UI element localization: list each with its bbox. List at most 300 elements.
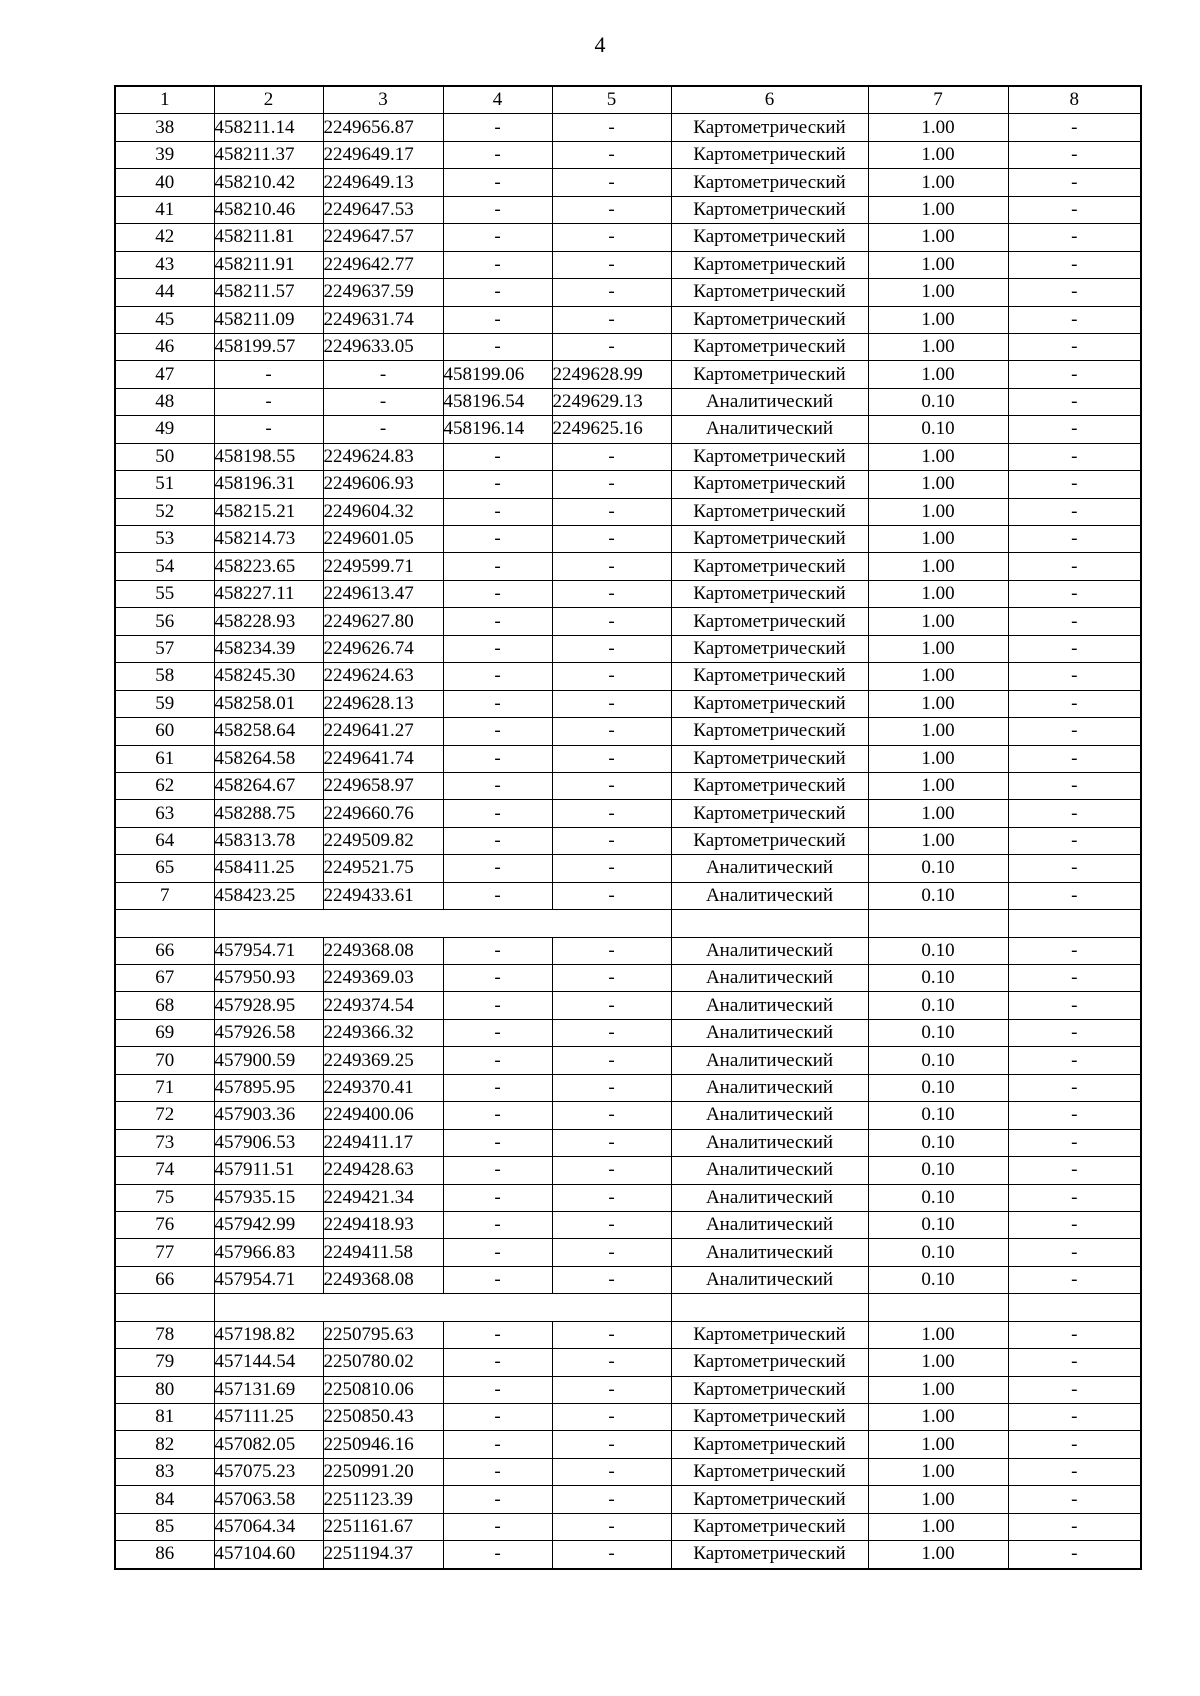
- cell-col-4: -: [443, 1102, 552, 1129]
- cell-col-4: -: [443, 1074, 552, 1101]
- cell-col-1: 47: [115, 361, 214, 388]
- cell-col-6: Картометрический: [671, 169, 868, 196]
- cell-col-6: Картометрический: [671, 1458, 868, 1485]
- cell-col-6: Аналитический: [671, 1184, 868, 1211]
- cell-col-1: 78: [115, 1321, 214, 1348]
- table-row: [115, 1129, 1141, 1156]
- cell-col-2: 458411.25: [214, 855, 323, 882]
- cell-col-2: 458199.57: [214, 333, 323, 360]
- cell-col-3: 2249411.17: [323, 1129, 443, 1156]
- cell-col-4: -: [443, 635, 552, 662]
- cell-col-7: 1.00: [868, 114, 1008, 141]
- table-row: [115, 1321, 1141, 1348]
- table-row: [115, 745, 1141, 772]
- cell-col-6: Картометрический: [671, 1486, 868, 1513]
- cell-col-1: 66: [115, 937, 214, 964]
- cell-col-3: 2250850.43: [323, 1404, 443, 1431]
- table-row: [115, 333, 1141, 360]
- separator-cell: [671, 1294, 868, 1321]
- cell-col-3: 2249647.57: [323, 224, 443, 251]
- cell-col-5: -: [552, 224, 671, 251]
- cell-col-3: 2249641.74: [323, 745, 443, 772]
- cell-col-6: Аналитический: [671, 416, 868, 443]
- cell-col-1: 75: [115, 1184, 214, 1211]
- cell-col-7: 0.10: [868, 1019, 1008, 1046]
- cell-col-7: 1.00: [868, 141, 1008, 168]
- table-row: [115, 416, 1141, 443]
- cell-col-2: 457144.54: [214, 1349, 323, 1376]
- cell-col-2: 457942.99: [214, 1211, 323, 1238]
- cell-col-4: -: [443, 580, 552, 607]
- cell-col-1: 59: [115, 690, 214, 717]
- cell-col-8: -: [1008, 1486, 1141, 1513]
- block-separator-row: [115, 1294, 1141, 1321]
- cell-col-4: -: [443, 333, 552, 360]
- cell-col-4: -: [443, 1486, 552, 1513]
- table-row: [115, 388, 1141, 415]
- cell-col-1: 80: [115, 1376, 214, 1403]
- separator-cell: [868, 1294, 1008, 1321]
- table-row: [115, 1047, 1141, 1074]
- cell-col-7: 0.10: [868, 1239, 1008, 1266]
- cell-col-6: Аналитический: [671, 1019, 868, 1046]
- cell-col-7: 1.00: [868, 772, 1008, 799]
- cell-col-8: -: [1008, 306, 1141, 333]
- cell-col-2: 457950.93: [214, 965, 323, 992]
- cell-col-2: 458228.93: [214, 608, 323, 635]
- cell-col-4: -: [443, 306, 552, 333]
- cell-col-1: 72: [115, 1102, 214, 1129]
- cell-col-8: -: [1008, 388, 1141, 415]
- cell-col-6: Картометрический: [671, 580, 868, 607]
- cell-col-4: -: [443, 1349, 552, 1376]
- cell-col-3: 2249411.58: [323, 1239, 443, 1266]
- cell-col-8: -: [1008, 937, 1141, 964]
- cell-col-4: -: [443, 553, 552, 580]
- cell-col-6: Аналитический: [671, 1239, 868, 1266]
- cell-col-4: 458196.54: [443, 388, 552, 415]
- cell-col-2: 458210.42: [214, 169, 323, 196]
- cell-col-8: -: [1008, 1458, 1141, 1485]
- cell-col-8: -: [1008, 1211, 1141, 1238]
- cell-col-7: 1.00: [868, 663, 1008, 690]
- cell-col-7: 0.10: [868, 1102, 1008, 1129]
- cell-col-3: 2251123.39: [323, 1486, 443, 1513]
- cell-col-3: 2251161.67: [323, 1513, 443, 1540]
- cell-col-2: 457198.82: [214, 1321, 323, 1348]
- cell-col-6: Аналитический: [671, 1157, 868, 1184]
- cell-col-8: -: [1008, 608, 1141, 635]
- cell-col-6: Картометрический: [671, 196, 868, 223]
- cell-col-8: -: [1008, 498, 1141, 525]
- cell-col-6: Картометрический: [671, 608, 868, 635]
- cell-col-7: 1.00: [868, 224, 1008, 251]
- cell-col-1: 73: [115, 1129, 214, 1156]
- cell-col-1: 39: [115, 141, 214, 168]
- cell-col-7: 0.10: [868, 1157, 1008, 1184]
- separator-cell: [214, 1294, 671, 1321]
- cell-col-1: 41: [115, 196, 214, 223]
- cell-col-5: -: [552, 1239, 671, 1266]
- cell-col-1: 83: [115, 1458, 214, 1485]
- cell-col-1: 43: [115, 251, 214, 278]
- cell-col-6: Картометрический: [671, 333, 868, 360]
- cell-col-8: -: [1008, 1431, 1141, 1458]
- cell-col-5: -: [552, 745, 671, 772]
- cell-col-3: 2249627.80: [323, 608, 443, 635]
- cell-col-6: Аналитический: [671, 965, 868, 992]
- cell-col-2: 457926.58: [214, 1019, 323, 1046]
- cell-col-5: -: [552, 800, 671, 827]
- cell-col-2: 458210.46: [214, 196, 323, 223]
- cell-col-2: 457131.69: [214, 1376, 323, 1403]
- cell-col-1: 58: [115, 663, 214, 690]
- cell-col-6: Картометрический: [671, 361, 868, 388]
- table-row: [115, 882, 1141, 909]
- cell-col-7: 1.00: [868, 827, 1008, 854]
- cell-col-7: 1.00: [868, 800, 1008, 827]
- cell-col-2: -: [214, 361, 323, 388]
- cell-col-5: -: [552, 1541, 671, 1569]
- cell-col-5: -: [552, 196, 671, 223]
- cell-col-6: Картометрический: [671, 1321, 868, 1348]
- cell-col-1: 64: [115, 827, 214, 854]
- cell-col-5: -: [552, 1019, 671, 1046]
- cell-col-1: 50: [115, 443, 214, 470]
- cell-col-6: Картометрический: [671, 224, 868, 251]
- cell-col-1: 82: [115, 1431, 214, 1458]
- cell-col-8: -: [1008, 1376, 1141, 1403]
- table-row: [115, 1266, 1141, 1293]
- cell-col-5: 2249625.16: [552, 416, 671, 443]
- separator-cell: [115, 910, 214, 937]
- cell-col-3: -: [323, 416, 443, 443]
- cell-col-1: 46: [115, 333, 214, 360]
- cell-col-4: -: [443, 690, 552, 717]
- cell-col-6: Картометрический: [671, 553, 868, 580]
- cell-col-3: 2249601.05: [323, 526, 443, 553]
- cell-col-4: -: [443, 745, 552, 772]
- cell-col-5: -: [552, 663, 671, 690]
- cell-col-1: 53: [115, 526, 214, 553]
- cell-col-2: 458211.14: [214, 114, 323, 141]
- separator-cell: [214, 910, 671, 937]
- cell-col-5: -: [552, 498, 671, 525]
- cell-col-6: Картометрический: [671, 718, 868, 745]
- table-row: [115, 1404, 1141, 1431]
- cell-col-8: -: [1008, 251, 1141, 278]
- column-header-5: 5: [552, 86, 671, 114]
- cell-col-3: 2249649.13: [323, 169, 443, 196]
- cell-col-2: 458264.58: [214, 745, 323, 772]
- table-row: [115, 827, 1141, 854]
- cell-col-7: 1.00: [868, 361, 1008, 388]
- cell-col-6: Картометрический: [671, 526, 868, 553]
- cell-col-8: -: [1008, 965, 1141, 992]
- cell-col-5: -: [552, 937, 671, 964]
- cell-col-7: 1.00: [868, 718, 1008, 745]
- cell-col-8: -: [1008, 1047, 1141, 1074]
- cell-col-7: 1.00: [868, 526, 1008, 553]
- table-row: [115, 1458, 1141, 1485]
- cell-col-2: 457906.53: [214, 1129, 323, 1156]
- cell-col-4: -: [443, 1019, 552, 1046]
- cell-col-3: 2249624.83: [323, 443, 443, 470]
- cell-col-1: 65: [115, 855, 214, 882]
- table-row: [115, 965, 1141, 992]
- cell-col-4: -: [443, 992, 552, 1019]
- cell-col-3: 2249599.71: [323, 553, 443, 580]
- cell-col-2: 457911.51: [214, 1157, 323, 1184]
- cell-col-6: Аналитический: [671, 937, 868, 964]
- cell-col-6: Аналитический: [671, 992, 868, 1019]
- cell-col-2: 458234.39: [214, 635, 323, 662]
- cell-col-2: 458227.11: [214, 580, 323, 607]
- cell-col-8: -: [1008, 279, 1141, 306]
- cell-col-4: -: [443, 1211, 552, 1238]
- column-header-7: 7: [868, 86, 1008, 114]
- cell-col-8: -: [1008, 333, 1141, 360]
- cell-col-5: -: [552, 1513, 671, 1540]
- cell-col-7: 1.00: [868, 251, 1008, 278]
- cell-col-8: -: [1008, 224, 1141, 251]
- cell-col-2: 458215.21: [214, 498, 323, 525]
- cell-col-7: 1.00: [868, 553, 1008, 580]
- cell-col-2: 457954.71: [214, 937, 323, 964]
- cell-col-5: -: [552, 882, 671, 909]
- cell-col-4: -: [443, 718, 552, 745]
- cell-col-7: 1.00: [868, 471, 1008, 498]
- cell-col-1: 70: [115, 1047, 214, 1074]
- table-row: [115, 196, 1141, 223]
- cell-col-3: 2249660.76: [323, 800, 443, 827]
- cell-col-5: -: [552, 992, 671, 1019]
- separator-cell: [868, 910, 1008, 937]
- cell-col-2: 457928.95: [214, 992, 323, 1019]
- cell-col-4: -: [443, 443, 552, 470]
- cell-col-2: -: [214, 388, 323, 415]
- cell-col-8: -: [1008, 471, 1141, 498]
- cell-col-4: -: [443, 663, 552, 690]
- cell-col-4: -: [443, 279, 552, 306]
- cell-col-6: Аналитический: [671, 855, 868, 882]
- cell-col-8: -: [1008, 690, 1141, 717]
- block-separator-row: [115, 910, 1141, 937]
- cell-col-6: Картометрический: [671, 471, 868, 498]
- cell-col-4: -: [443, 1184, 552, 1211]
- cell-col-3: 2249633.05: [323, 333, 443, 360]
- cell-col-1: 81: [115, 1404, 214, 1431]
- cell-col-7: 1.00: [868, 1486, 1008, 1513]
- column-header-1: 1: [115, 86, 214, 114]
- cell-col-3: 2249418.93: [323, 1211, 443, 1238]
- cell-col-3: 2249637.59: [323, 279, 443, 306]
- cell-col-7: 1.00: [868, 333, 1008, 360]
- cell-col-8: -: [1008, 580, 1141, 607]
- cell-col-6: Аналитический: [671, 1074, 868, 1101]
- cell-col-1: 38: [115, 114, 214, 141]
- cell-col-6: Картометрический: [671, 251, 868, 278]
- cell-col-6: Картометрический: [671, 1349, 868, 1376]
- cell-col-6: Картометрический: [671, 827, 868, 854]
- cell-col-1: 52: [115, 498, 214, 525]
- cell-col-6: Картометрический: [671, 635, 868, 662]
- cell-col-2: 457900.59: [214, 1047, 323, 1074]
- cell-col-2: 457064.34: [214, 1513, 323, 1540]
- cell-col-7: 1.00: [868, 580, 1008, 607]
- cell-col-2: 457082.05: [214, 1431, 323, 1458]
- column-header-6: 6: [671, 86, 868, 114]
- cell-col-6: Картометрический: [671, 443, 868, 470]
- cell-col-5: -: [552, 1074, 671, 1101]
- cell-col-7: 1.00: [868, 498, 1008, 525]
- cell-col-7: 0.10: [868, 965, 1008, 992]
- cell-col-7: 0.10: [868, 1211, 1008, 1238]
- cell-col-1: 49: [115, 416, 214, 443]
- cell-col-5: 2249629.13: [552, 388, 671, 415]
- cell-col-6: Картометрический: [671, 772, 868, 799]
- table-row: [115, 1513, 1141, 1540]
- cell-col-7: 0.10: [868, 937, 1008, 964]
- table-body: [115, 114, 1141, 1569]
- cell-col-8: -: [1008, 718, 1141, 745]
- table-row: [115, 361, 1141, 388]
- cell-col-8: -: [1008, 882, 1141, 909]
- cell-col-5: -: [552, 251, 671, 278]
- cell-col-4: -: [443, 196, 552, 223]
- cell-col-5: -: [552, 1458, 671, 1485]
- cell-col-1: 68: [115, 992, 214, 1019]
- cell-col-5: -: [552, 141, 671, 168]
- cell-col-7: 0.10: [868, 1266, 1008, 1293]
- cell-col-1: 71: [115, 1074, 214, 1101]
- cell-col-5: -: [552, 1129, 671, 1156]
- table-row: [115, 635, 1141, 662]
- cell-col-5: -: [552, 1266, 671, 1293]
- cell-col-2: 458211.37: [214, 141, 323, 168]
- cell-col-3: 2249641.27: [323, 718, 443, 745]
- cell-col-8: -: [1008, 361, 1141, 388]
- cell-col-1: 63: [115, 800, 214, 827]
- cell-col-1: 42: [115, 224, 214, 251]
- cell-col-7: 0.10: [868, 992, 1008, 1019]
- cell-col-3: 2249428.63: [323, 1157, 443, 1184]
- cell-col-3: -: [323, 361, 443, 388]
- cell-col-3: 2249433.61: [323, 882, 443, 909]
- cell-col-5: -: [552, 526, 671, 553]
- cell-col-1: 86: [115, 1541, 214, 1569]
- cell-col-6: Картометрический: [671, 498, 868, 525]
- cell-col-5: 2249628.99: [552, 361, 671, 388]
- cell-col-6: Картометрический: [671, 1513, 868, 1540]
- cell-col-4: -: [443, 827, 552, 854]
- cell-col-6: Картометрический: [671, 1376, 868, 1403]
- cell-col-6: Аналитический: [671, 388, 868, 415]
- cell-col-3: 2249509.82: [323, 827, 443, 854]
- cell-col-3: 2249368.08: [323, 937, 443, 964]
- cell-col-1: 77: [115, 1239, 214, 1266]
- cell-col-3: 2249421.34: [323, 1184, 443, 1211]
- cell-col-5: -: [552, 827, 671, 854]
- column-header-4: 4: [443, 86, 552, 114]
- cell-col-4: -: [443, 855, 552, 882]
- cell-col-5: -: [552, 1349, 671, 1376]
- cell-col-7: 1.00: [868, 1458, 1008, 1485]
- cell-col-4: -: [443, 608, 552, 635]
- cell-col-1: 54: [115, 553, 214, 580]
- cell-col-3: 2251194.37: [323, 1541, 443, 1569]
- cell-col-8: -: [1008, 1513, 1141, 1540]
- cell-col-3: 2249613.47: [323, 580, 443, 607]
- table-row: [115, 471, 1141, 498]
- cell-col-3: 2249631.74: [323, 306, 443, 333]
- cell-col-5: -: [552, 718, 671, 745]
- cell-col-2: 457903.36: [214, 1102, 323, 1129]
- cell-col-8: -: [1008, 1102, 1141, 1129]
- header-row: [115, 86, 1141, 114]
- cell-col-6: Картометрический: [671, 141, 868, 168]
- cell-col-4: -: [443, 1266, 552, 1293]
- cell-col-8: -: [1008, 1129, 1141, 1156]
- cell-col-8: -: [1008, 855, 1141, 882]
- cell-col-6: Аналитический: [671, 882, 868, 909]
- cell-col-7: 0.10: [868, 1074, 1008, 1101]
- table-row: [115, 663, 1141, 690]
- cell-col-8: -: [1008, 663, 1141, 690]
- cell-col-5: -: [552, 1157, 671, 1184]
- table-row: [115, 169, 1141, 196]
- table-row: [115, 224, 1141, 251]
- cell-col-2: 458211.91: [214, 251, 323, 278]
- cell-col-1: 44: [115, 279, 214, 306]
- cell-col-3: 2249604.32: [323, 498, 443, 525]
- cell-col-3: 2249400.06: [323, 1102, 443, 1129]
- cell-col-5: -: [552, 443, 671, 470]
- cell-col-2: 457966.83: [214, 1239, 323, 1266]
- cell-col-3: -: [323, 388, 443, 415]
- cell-col-8: -: [1008, 1157, 1141, 1184]
- table-row: [115, 800, 1141, 827]
- cell-col-8: -: [1008, 1266, 1141, 1293]
- cell-col-4: -: [443, 1376, 552, 1403]
- cell-col-1: 45: [115, 306, 214, 333]
- table-row: [115, 1074, 1141, 1101]
- cell-col-1: 62: [115, 772, 214, 799]
- table-row: [115, 251, 1141, 278]
- column-header-3: 3: [323, 86, 443, 114]
- cell-col-7: 0.10: [868, 388, 1008, 415]
- cell-col-3: 2249658.97: [323, 772, 443, 799]
- cell-col-4: -: [443, 498, 552, 525]
- cell-col-7: 0.10: [868, 1184, 1008, 1211]
- cell-col-4: -: [443, 1458, 552, 1485]
- table-row: [115, 772, 1141, 799]
- cell-col-5: -: [552, 1047, 671, 1074]
- cell-col-2: 458211.09: [214, 306, 323, 333]
- cell-col-1: 67: [115, 965, 214, 992]
- table-row: [115, 279, 1141, 306]
- cell-col-8: -: [1008, 1239, 1141, 1266]
- cell-col-2: 458258.64: [214, 718, 323, 745]
- cell-col-3: 2250795.63: [323, 1321, 443, 1348]
- cell-col-7: 1.00: [868, 443, 1008, 470]
- cell-col-1: 84: [115, 1486, 214, 1513]
- cell-col-1: 51: [115, 471, 214, 498]
- cell-col-1: 76: [115, 1211, 214, 1238]
- separator-cell: [115, 1294, 214, 1321]
- table-row: [115, 1019, 1141, 1046]
- cell-col-6: Аналитический: [671, 1129, 868, 1156]
